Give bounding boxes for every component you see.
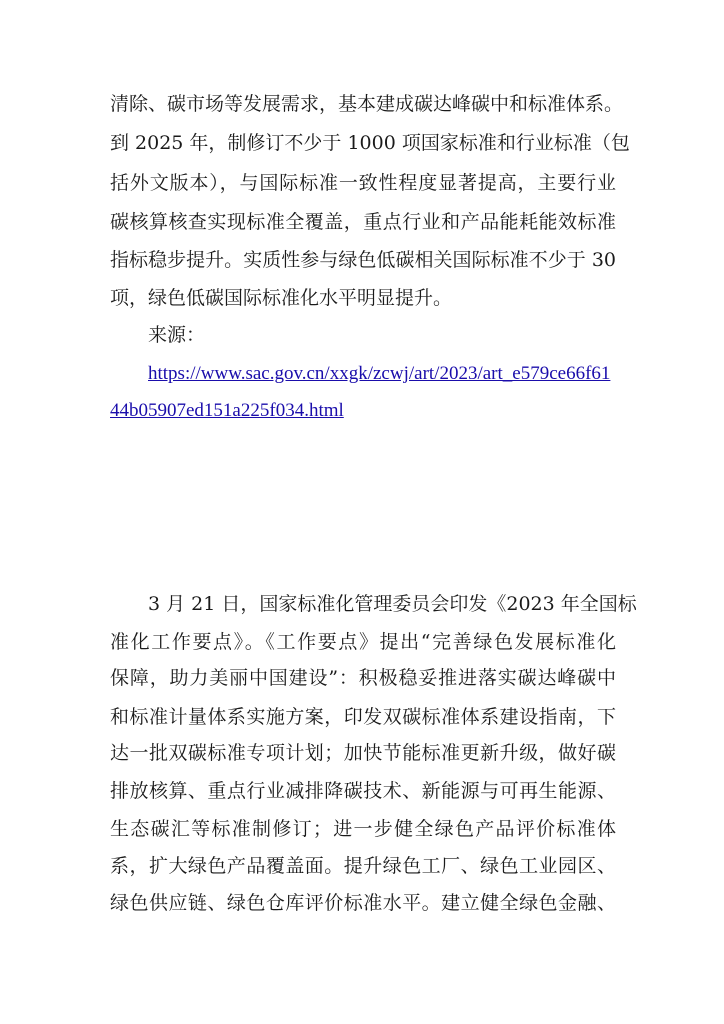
paragraph-2-line: 准化工作要点》。《工作要点》提出“完善绿色发展标准化 — [110, 631, 616, 653]
source-link[interactable]: https://www.sac.gov.cn/xxgk/zcwj/art/2023/art_e579ce66f61 — [148, 363, 611, 384]
paragraph-2-line: 排放核算、重点行业减排降碳技术、新能源与可再生能源、 — [110, 780, 616, 802]
paragraph-1-line: 指标稳步提升。实质性参与绿色低碳相关国际标准不少于 30 — [110, 249, 616, 271]
paragraph-2-line: 和标准计量体系实施方案，印发双碳标准体系建设指南，下 — [110, 706, 616, 728]
paragraph-1-line: 碳核算核查实现标准全覆盖，重点行业和产品能耗能效标准 — [110, 211, 616, 233]
source-link-continued[interactable]: 44b05907ed151a225f034.html — [110, 400, 344, 421]
paragraph-1-line: 括外文版本），与国际标准一致性程度显著提高，主要行业 — [110, 172, 616, 194]
paragraph-1-line: 清除、碳市场等发展需求，基本建成碳达峰碳中和标准体系。 — [110, 93, 624, 115]
paragraph-2-line: 系，扩大绿色产品覆盖面。提升绿色工厂、绿色工业园区、 — [110, 855, 616, 877]
paragraph-2-line: 绿色供应链、绿色仓库评价标准水平。建立健全绿色金融、 — [110, 892, 616, 914]
source-url-line-1-wrap — [148, 362, 616, 386]
paragraph-2-line: 3 月 21 日，国家标准化管理委员会印发《2023 年全国标 — [148, 593, 637, 615]
paragraph-1-line: 项，绿色低碳国际标准化水平明显提升。 — [110, 287, 453, 309]
paragraph-2-line: 保障，助力美丽中国建设”：积极稳妥推进落实碳达峰碳中 — [110, 667, 616, 689]
paragraph-2-line: 生态碳汇等标准制修订；进一步健全绿色产品评价标准体 — [110, 818, 616, 840]
source-url-line-2-wrap — [110, 399, 344, 423]
source-label: 来源： — [148, 324, 206, 346]
paragraph-2-line: 达一批双碳标准专项计划；加快节能标准更新升级，做好碳 — [110, 742, 616, 764]
paragraph-1-line: 到 2025 年，制修订不少于 1000 项国家标准和行业标准（包 — [110, 132, 630, 154]
